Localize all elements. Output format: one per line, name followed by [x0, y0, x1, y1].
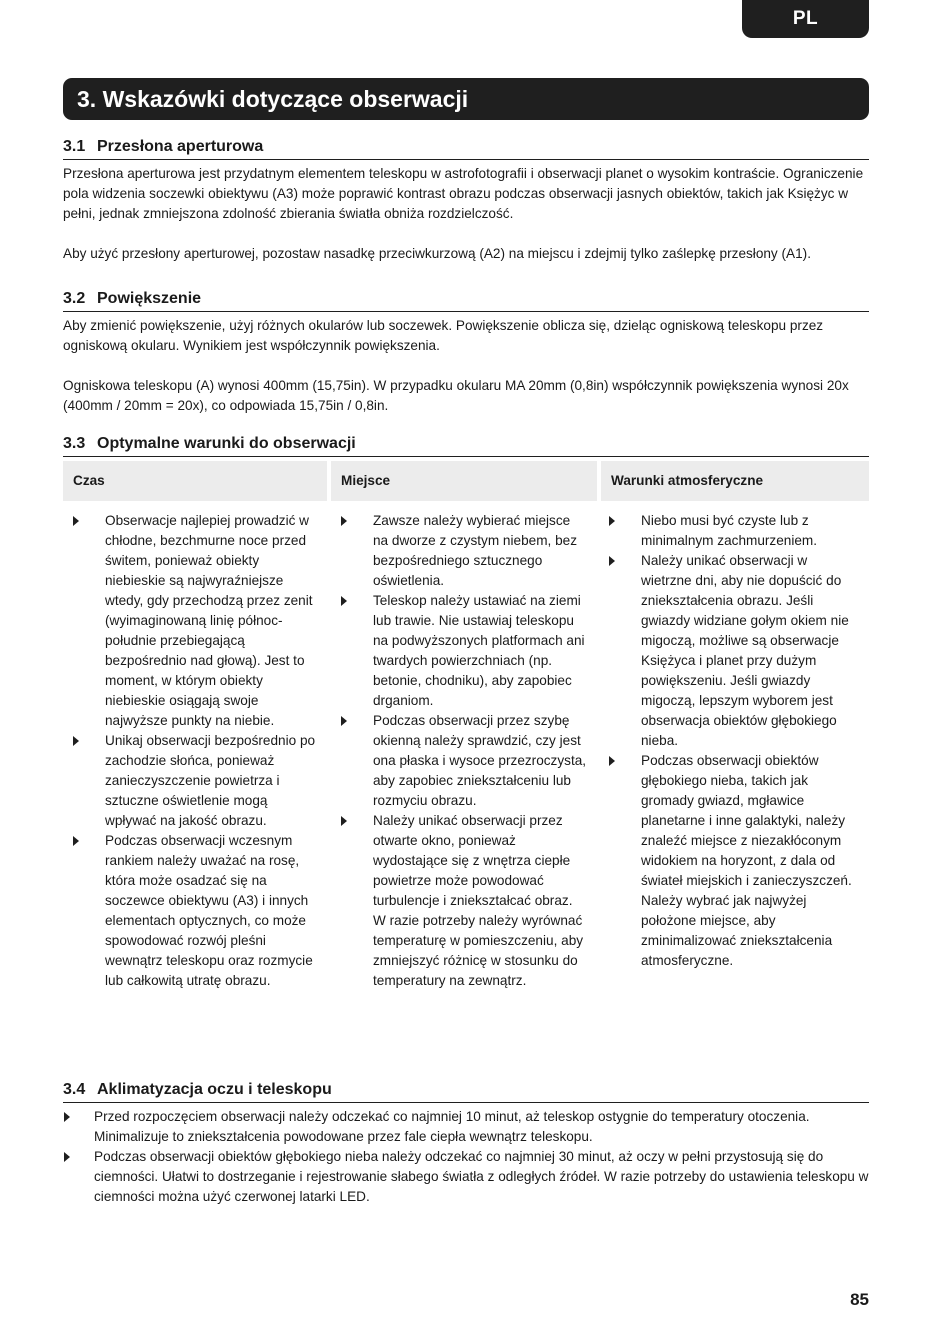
column-warunki [599, 511, 869, 991]
bullet-icon [341, 596, 347, 606]
bullet-icon [609, 516, 615, 526]
section-3-1 [63, 137, 869, 264]
list-item: Obserwacje najlepiej prowadzić w chłodne, bezchmurne noce przed świtem, ponieważ obiekty niebieskie są najwyraźniejsze wtedy, gdy przechodzą przez zenit (wyimaginowaną linię północ-południe przebiegającą bezpośrednio nad głową). Jest to moment, w którym obiekty niebieskie osiągają swoje najwyższe punkty na niebie. [63, 511, 317, 731]
bullet-icon [73, 516, 79, 526]
bullet-icon [64, 1152, 70, 1162]
paragraph: Aby zmienić powiększenie, użyj różnych okularów lub soczewek. Powiększenie oblicza się, dzieląc ogniskową teleskopu przez ogniskową okularu. Wynikiem jest współczynnik powiększenia. [63, 318, 824, 353]
section-3-2 [63, 289, 869, 416]
list-item: Przed rozpoczęciem obserwacji należy odczekać co najmniej 10 minut, aż teleskop ostygnie do temperatury otoczenia. Minimalizuje to zniekształcenia powodowane przez fale ciepła wewnątrz teleskopu. [63, 1107, 869, 1147]
section-heading [63, 137, 869, 160]
bullet-icon [341, 816, 347, 826]
page-number: 85 [850, 1290, 869, 1309]
table-header-cell: Miejsce [331, 461, 597, 501]
list-item: Należy unikać obserwacji w wietrzne dni, aby nie dopuścić do zniekształcenia obrazu. Jeśli gwiazdy widziane gołym okiem nie migoczą, możliwe są obserwacje Księżyca i planet przy dużym powiększeniu. Jeśli gwiazdy migoczą, lepszym wyborem jest obserwacja obiektów głębokiego nieba. [599, 551, 859, 751]
chapter-title: 3. Wskazówki dotyczące obserwacji [63, 78, 869, 120]
list-item: Niebo musi być czyste lub z minimalnym zachmurzeniem. [599, 511, 859, 551]
paragraph: Przesłona aperturowa jest przydatnym elementem teleskopu w astrofotografii i obserwacji planet o wysokim kontraście. Ograniczenie pola widzenia soczewki obiektywu (A3) może poprawić kontrast obrazu podczas obserwacji jasnych obiektów, takich jak Księżyc w pełni, jednak zmniejszona zdolność zbierania światła obniża rozdzielczość. [63, 166, 864, 221]
bullet-icon [609, 756, 615, 766]
section-title: Przesłona aperturowa [97, 138, 264, 155]
section-3-4 [63, 1080, 869, 1207]
list-item: Podczas obserwacji przez szybę okienną należy sprawdzić, czy jest ona płaska i wysoce przezroczysta, aby zapobiec zniekształceniu lub rozmyciu obrazu. [331, 711, 587, 811]
bullet-icon [73, 836, 79, 846]
section-title: Optymalne warunki do obserwacji [97, 435, 356, 452]
section-3-3 [63, 434, 869, 991]
table-header-cell: Czas [63, 461, 327, 501]
list-item: Podczas obserwacji wczesnym rankiem należy uważać na rosę, która może osadzać się na soczewce obiektywu (A3) i innych elementach optycznych, co może spowodować rozwój pleśni wewnątrz teleskopu oraz rozmycie lub całkowitą utratę obrazu. [63, 831, 317, 991]
column-czas [63, 511, 331, 991]
section-heading [63, 434, 869, 457]
bullet-icon [609, 556, 615, 566]
section-number: 3.4 [63, 1081, 86, 1098]
bullet-icon [341, 716, 347, 726]
paragraph: Aby użyć przesłony aperturowej, pozostaw nasadkę przeciwkurzową (A2) na miejscu i zdejmij tylko zaślepkę przesłony (A1). [63, 246, 811, 261]
section-heading [63, 1080, 869, 1103]
bullet-icon [341, 516, 347, 526]
section-number: 3.2 [63, 290, 86, 307]
section-title: Aklimatyzacja oczu i teleskopu [97, 1081, 332, 1098]
list-item: Podczas obserwacji obiektów głębokiego nieba, takich jak gromady gwiazd, mgławice planetarne i inne galaktyki, należy znaleźć miejsce z niezakłóconym widokiem na horyzont, z dala od świateł miejskich i zanieczyszczeń. Należy wybrać jak najwyżej położone miejsce, aby zminimalizować zniekształcenia atmosferyczne. [599, 751, 859, 971]
paragraph: Ogniskowa teleskopu (A) wynosi 400mm (15,75in). W przypadku okularu MA 20mm (0,8in) współczynnik powiększenia wynosi 20x (400mm / 20mm = 20x), co odpowiada 15,75in / 0,8in. [63, 378, 849, 413]
bullet-icon [73, 736, 79, 746]
list-item: Zawsze należy wybierać miejsce na dworze z czystym niebem, bez bezpośredniego sztucznego oświetlenia. [331, 511, 587, 591]
table-body [63, 511, 869, 991]
bullet-icon [64, 1112, 70, 1122]
column-miejsce [331, 511, 599, 991]
section-number: 3.3 [63, 435, 86, 452]
list-item: Podczas obserwacji obiektów głębokiego nieba należy odczekać co najmniej 30 minut, aż oczy w pełni przystosują się do ciemności. Ułatwi to dostrzeganie i rejestrowanie słabego światła z odległych źródeł. W razie potrzeby do ustawienia teleskopu w ciemności można użyć czerwonej latarki LED. [63, 1147, 869, 1207]
table-header-cell: Warunki atmosferyczne [601, 461, 869, 501]
section-heading [63, 289, 869, 312]
list-item: Unikaj obserwacji bezpośrednio po zachodzie słońca, ponieważ zanieczyszczenie powietrza i sztuczne oświetlenie mogą wpływać na jakość obrazu. [63, 731, 317, 831]
language-badge: PL [742, 0, 869, 38]
table-header-row [63, 461, 869, 501]
list-item: Należy unikać obserwacji przez otwarte okno, ponieważ wydostające się z wnętrza ciepłe powietrze może powodować turbulencje i zniekształcać obraz. W razie potrzeby należy wyrównać temperaturę w pomieszczeniu, aby zmniejszyć różnicę w stosunku do temperatury na zewnątrz. [331, 811, 587, 991]
section-number: 3.1 [63, 138, 86, 155]
list-item: Teleskop należy ustawiać na ziemi lub trawie. Nie ustawiaj teleskopu na podwyższonych platformach ani twardych powierzchniach (np. betonie, chodniku), aby zapobiec drganiom. [331, 591, 587, 711]
section-title: Powiększenie [97, 290, 202, 307]
